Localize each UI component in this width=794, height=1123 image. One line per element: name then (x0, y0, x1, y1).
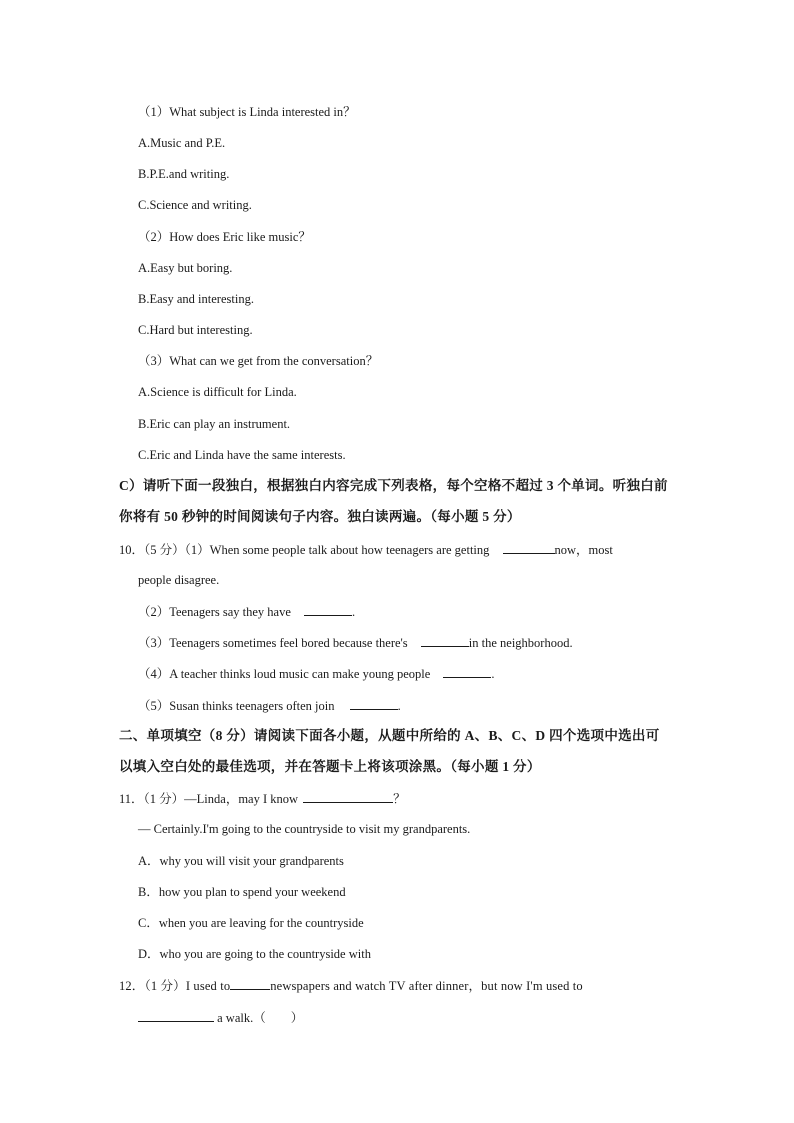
q11-option-a: A．why you will visit your grandparents (138, 854, 344, 868)
q12-question-after: newspapers and watch TV after dinner，but now I'm used to (270, 979, 583, 993)
q10-sub3-blank[interactable] (421, 634, 469, 647)
q9-sub2-option-a: A.Easy but boring. (138, 261, 233, 275)
q11-question-mark: ？ (393, 792, 406, 806)
q12-continuation-line (138, 1009, 303, 1026)
q9-sub2-option-c: C.Hard but interesting. (138, 323, 253, 337)
q10-sub2-after: . (352, 605, 356, 619)
q10-sub3-line (138, 634, 573, 651)
q10-sub5-blank[interactable] (350, 697, 398, 710)
q12-blank-2[interactable] (138, 1009, 214, 1022)
q10-sub3-after: in the neighborhood. (468, 636, 573, 650)
q11-option-c: C．when you are leaving for the countryside (138, 916, 364, 930)
q11-answer: — Certainly.I'm going to the countryside to visit my grandparents. (138, 822, 471, 836)
q10-sub5-text: （5）Susan thinks teenagers often join (138, 699, 335, 713)
q10-sub2-text: （2）Teenagers say they have (138, 605, 291, 619)
q10-sub1-blank[interactable] (503, 541, 555, 554)
q10-sub5-line (138, 697, 401, 714)
q10-sub1-line (119, 541, 613, 558)
q10-sub1-continuation: people disagree. (138, 573, 220, 587)
q10-sub3-text: （3）Teenagers sometimes feel bored because there's (138, 636, 408, 650)
q12-blank-1[interactable] (230, 977, 270, 990)
q10-sub4-after: . (491, 667, 495, 681)
q9-sub2-option-b: B.Easy and interesting. (138, 292, 254, 306)
q10-sub2-blank[interactable] (304, 603, 352, 616)
q10-sub1-text: （1）When some people talk about how teenagers are getting (184, 543, 490, 557)
q10-sub5-after: . (397, 699, 401, 713)
section-c-instruction-line2: 你将有 50 秒钟的时间阅读句子内容。独白读两遍。（每小题 5 分） (119, 509, 521, 524)
q10-sub1-after: now，most (554, 543, 613, 557)
q9-sub1-option-a: A.Music and P.E. (138, 136, 226, 150)
q10-sub2-line (138, 603, 355, 620)
q12-question-text: 12．（1 分）I used to (119, 979, 231, 993)
q11-question-line (119, 790, 406, 807)
q12-question-line (119, 977, 583, 994)
q9-sub3-question: （3）What can we get from the conversation？ (138, 354, 379, 368)
q9-sub3-option-b: B.Eric can play an instrument. (138, 417, 291, 431)
q12-continuation-text: a walk.（ ） (217, 1011, 304, 1025)
q10-sub4-text: （4）A teacher thinks loud music can make young people (138, 667, 431, 681)
q10-number: 10．（5 分） (119, 543, 185, 557)
q9-sub2-question: （2）How does Eric like music？ (138, 230, 311, 244)
q10-sub4-blank[interactable] (443, 665, 491, 678)
section-2-instruction-line2: 以填入空白处的最佳选项，并在答题卡上将该项涂黑。（每小题 1 分） (119, 759, 541, 774)
section-c-instruction-line1: C）请听下面一段独白，根据独白内容完成下列表格，每个空格不超过 3 个单词。听独白前 (119, 478, 668, 493)
q9-sub1-option-c: C.Science and writing. (138, 198, 252, 212)
q9-sub1-option-b: B.P.E.and writing. (138, 167, 230, 181)
q11-blank[interactable] (303, 790, 393, 803)
q11-question-text: 11．（1 分）—Linda，may I know (119, 792, 299, 806)
q9-sub3-option-a: A.Science is difficult for Linda. (138, 385, 297, 399)
q11-option-b: B．how you plan to spend your weekend (138, 885, 346, 899)
q9-sub3-option-c: C.Eric and Linda have the same interests. (138, 448, 346, 462)
q10-sub4-line (138, 665, 495, 682)
q11-option-d: D．who you are going to the countryside with (138, 947, 371, 961)
q9-sub1-question: （1）What subject is Linda interested in？ (138, 105, 356, 119)
section-2-instruction-line1: 二、单项填空（8 分）请阅读下面各小题，从题中所给的 A、B、C、D 四个选项中选出可 (119, 728, 660, 743)
